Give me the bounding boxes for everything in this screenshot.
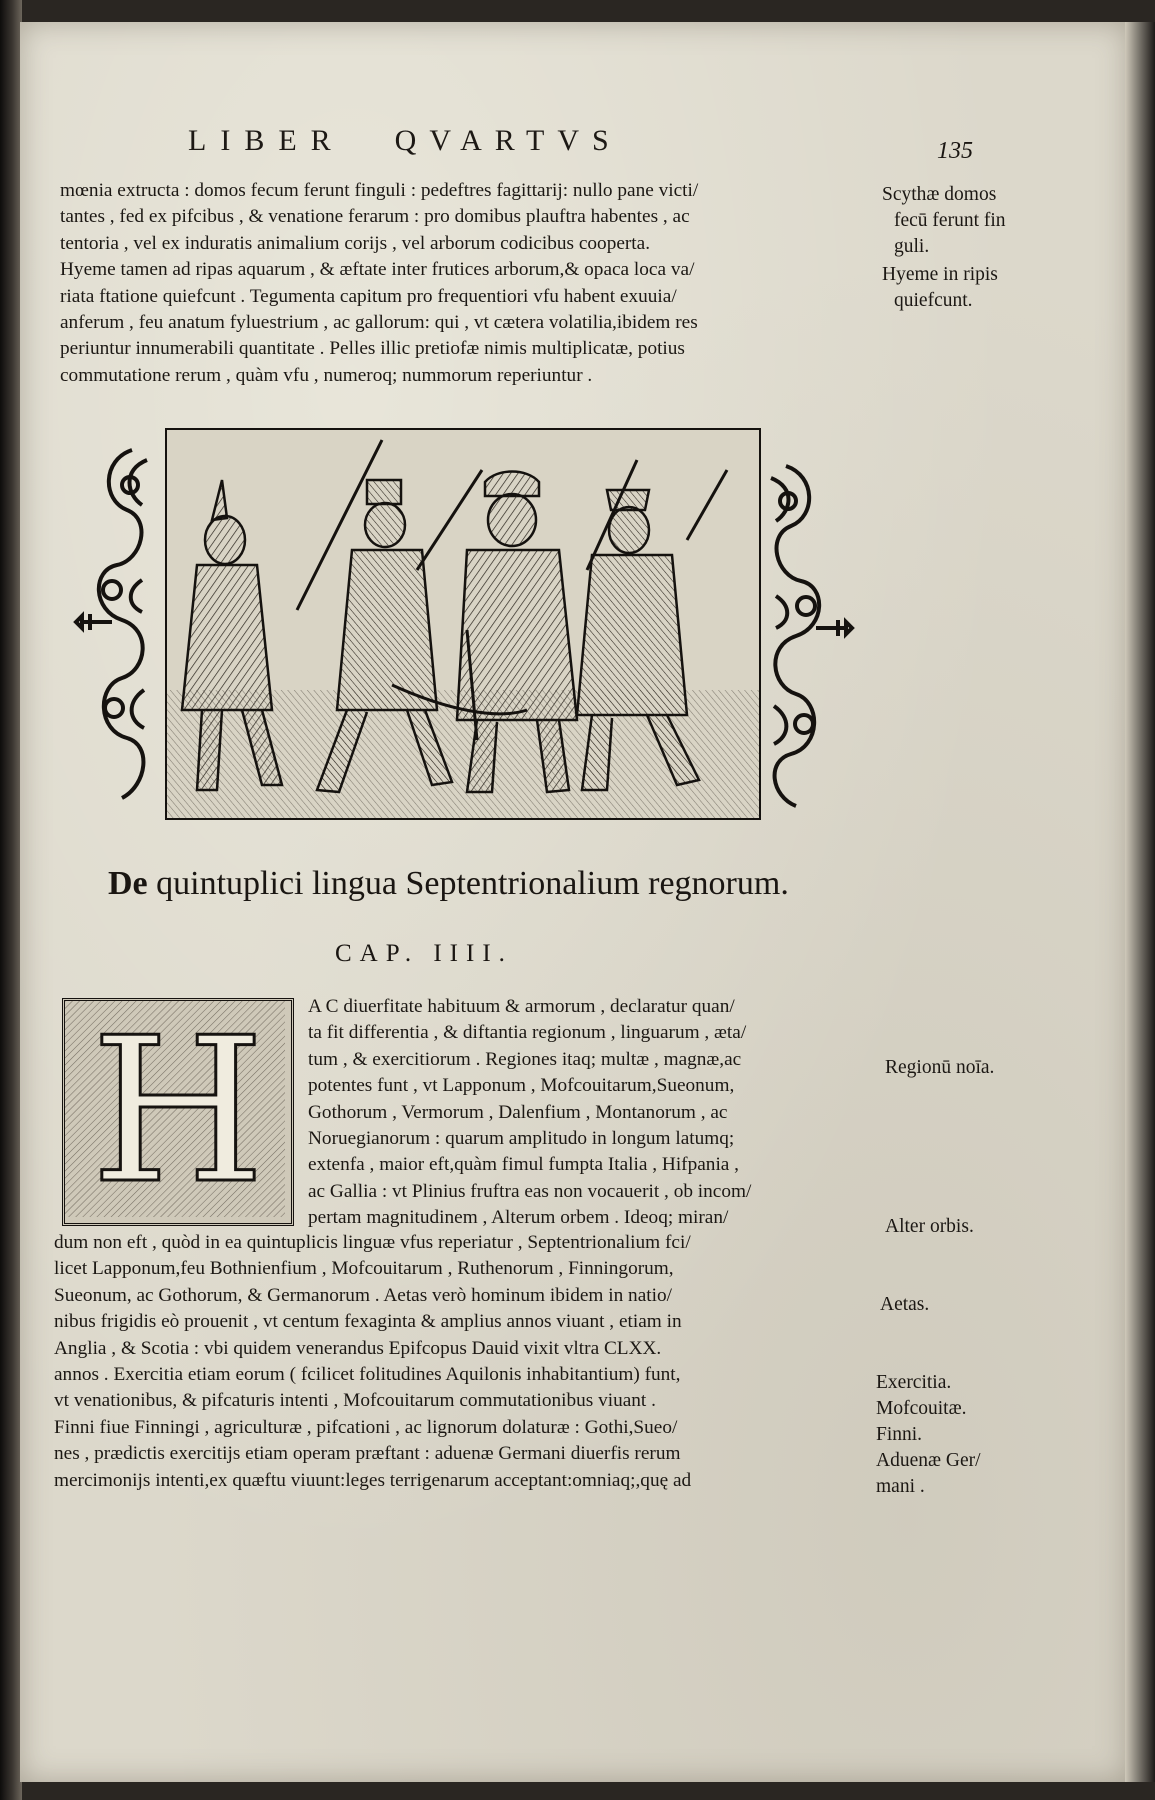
text-line: commutatione rerum , quàm vfu , numeroq; nummorum reperiuntur . — [60, 364, 593, 386]
margin-note-alter-orbis: Alter orbis. — [885, 1216, 974, 1237]
text-line: licet Lapponum,feu Bothnienfium , Mofcouitarum , Ruthenorum , Finningorum, — [54, 1258, 674, 1280]
woodcut-illustration — [165, 428, 761, 820]
running-head — [188, 124, 622, 158]
margin-note-scythae — [882, 182, 1006, 260]
text-line: riata ftatione quiefcunt . Tegumenta capitum pro frequentiori vfu habent exuuia/ — [60, 285, 677, 307]
text-line: Hyeme tamen ad ripas aquarum , & æftate inter frutices arborum,& opaca loca va/ — [60, 259, 695, 281]
margin-note-moscouitae: Mofcouitæ. — [876, 1398, 967, 1419]
margin-note-line: fecū ferunt fin — [894, 210, 1006, 231]
chapter-title — [108, 865, 789, 903]
text-line: anferum , feu anatum fyluestrium , ac gallorum: qui , vt cætera volatilia,ibidem res — [60, 312, 698, 334]
chapter-title-text: quintuplici lingua Septentrionalium regnorum. — [156, 865, 789, 902]
text-line: pertam magnitudinem , Alterum orbem . Ideoq; miran/ — [308, 1207, 729, 1229]
margin-note-aduenae — [876, 1448, 981, 1500]
chapter-paragraph-continued — [54, 1230, 870, 1494]
chapter-title-lead: De — [108, 865, 148, 902]
initial-letter: H — [90, 995, 266, 1228]
page-right-edge — [1125, 22, 1155, 1782]
text-line: potentes funt , vt Lapponum , Mofcouitarum,Sueonum, — [308, 1075, 735, 1097]
text-line: tum , & exercitiorum . Regiones itaq; multæ , magnæ,ac — [308, 1048, 742, 1070]
margin-note-line: Hyeme in ripis — [882, 264, 998, 285]
decorated-initial — [62, 995, 294, 1228]
text-line: Gothorum , Vermorum , Dalenfium , Montanorum , ac — [308, 1101, 728, 1123]
margin-note-regionum: Regionū noīa. — [885, 1057, 995, 1078]
book-spine — [0, 0, 22, 1800]
margin-note-line: mani . — [876, 1476, 925, 1497]
left-scroll-ornament — [72, 440, 164, 808]
text-line: A C diuerfitate habituum & armorum , declaratur quan/ — [308, 996, 735, 1017]
margin-note-line: Aduenæ Ger/ — [876, 1450, 981, 1471]
text-line: mœnia extructa : domos fecum ferunt finguli : pedeftres fagittarij: nullo pane victi/ — [60, 180, 699, 201]
margin-note-finni: Finni. — [876, 1424, 923, 1445]
text-line: dum non eft , quòd in ea quintuplicis linguæ vfus reperiatur , Septentrionalium fci/ — [54, 1232, 691, 1253]
text-line: nes , prædictis exercitijs etiam operam præftant : aduenæ Germani diuerfis rerum — [54, 1443, 681, 1465]
margin-note-line: guli. — [894, 236, 930, 257]
right-scroll-ornament — [756, 456, 856, 812]
margin-note-line: Scythæ domos — [882, 184, 997, 205]
text-line: mercimonijs intenti,ex quæftu viuunt:leges terrigenarum acceptant:omniaq;,quę ad — [54, 1469, 692, 1491]
opening-paragraph — [60, 178, 868, 389]
margin-note-exercitia: Exercitia. — [876, 1372, 952, 1393]
page-number: 135 — [937, 138, 973, 164]
text-line: Finni fiue Finningi , agriculturæ , pifcationi , ac lignorum dolaturæ : Gothi,Sueo/ — [54, 1416, 678, 1438]
margin-note-hyeme — [882, 262, 998, 314]
chapter-paragraph-start — [308, 994, 870, 1232]
margin-note-aetas: Aetas. — [880, 1294, 930, 1315]
text-line: vt venationibus, & pifcaturis intenti , Mofcouitarum commutationibus viuant . — [54, 1390, 656, 1412]
text-line: nibus frigidis eò prouenit , vt centum fexaginta & amplius annos viuant , etiam in — [54, 1311, 682, 1333]
text-line: ac Gallia : vt Plinius fruftra eas non vocauerit , ob incom/ — [308, 1180, 752, 1202]
chapter-number: CAP. IIII. — [335, 940, 513, 967]
margin-note-line: quiefcunt. — [894, 290, 973, 311]
text-line: periuntur innumerabili quantitate . Pelles illic pretiofæ nimis multiplicatæ, potius — [60, 338, 685, 360]
text-line: tentoria , vel ex induratis animalium corijs , vel arborum codicibus cooperta. — [60, 232, 651, 254]
text-line: extenfa , maior eft,quàm fimul fumpta Italia , Hifpania , — [308, 1154, 739, 1176]
text-line: Sueonum, ac Gothorum, & Germanorum . Aetas verò hominum ibidem in natio/ — [54, 1284, 672, 1306]
text-line: Anglia , & Scotia : vbi quidem venerandus Epifcopus Dauid vixit vltra CLXX. — [54, 1337, 662, 1359]
text-line: Noruegianorum : quarum amplitudo in longum latumq; — [308, 1128, 735, 1150]
text-line: ta fit differentia , & diftantia regionum , linguarum , æta/ — [308, 1022, 747, 1044]
running-head-word-2: QVARTVS — [394, 124, 622, 157]
text-line: tantes , fed ex pifcibus , & venatione ferarum : pro domibus plauftra habentes , ac — [60, 206, 690, 228]
text-line: annos . Exercitia etiam eorum ( fcilicet folitudines Aquilonis inhabitantium) funt, — [54, 1364, 681, 1386]
running-head-word-1: LIBER — [188, 124, 345, 157]
